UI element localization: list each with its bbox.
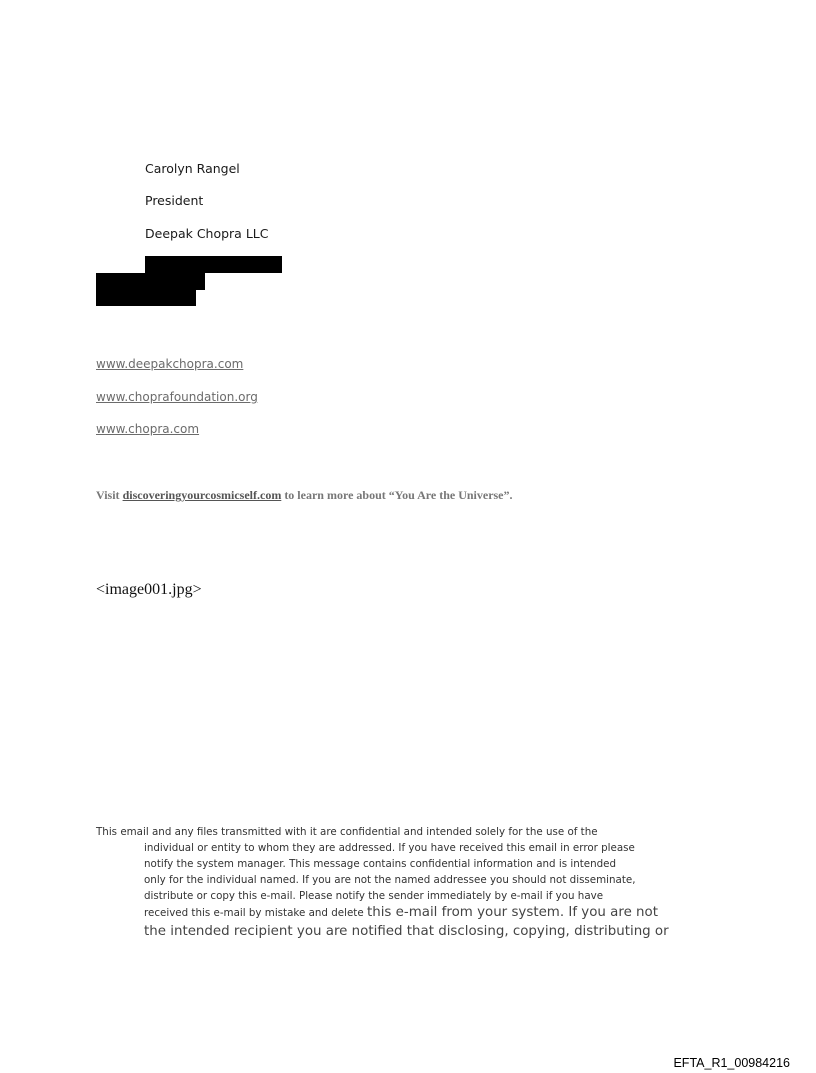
disclaimer-line: the intended recipient you are notified that disclosing, copying, distributing or (144, 924, 669, 939)
website-link-deepakchopra[interactable]: www.deepakchopra.com (96, 357, 244, 371)
disclaimer-line: notify the system manager. This message contains confidential information and is intended (144, 858, 617, 870)
disclaimer-line-mixed (96, 904, 686, 922)
redaction-bar (96, 290, 196, 306)
promo-link[interactable]: discoveringyourcosmicself.com (122, 488, 282, 502)
signature-name: Carolyn Rangel (145, 161, 240, 176)
disclaimer-line: individual or entity to whom they are addressed. If you have received this email in error please (144, 842, 635, 854)
promo-line (96, 488, 513, 503)
disclaimer-fragment-small: received this e-mail by mistake and delete (144, 907, 367, 919)
disclaimer-line: This email and any files transmitted with it are confidential and intended solely for the use of the (96, 826, 598, 838)
signature-title: President (145, 193, 204, 208)
document-id: EFTA_R1_00984216 (673, 1056, 790, 1070)
promo-prefix: Visit (96, 488, 123, 502)
attachment-placeholder: <image001.jpg> (96, 581, 202, 598)
signature-company: Deepak Chopra LLC (145, 226, 269, 241)
promo-suffix: to learn more about “You Are the Universe”. (281, 488, 513, 502)
redaction-bar (145, 256, 282, 273)
disclaimer-line: distribute or copy this e-mail. Please notify the sender immediately by e-mail if you have (144, 890, 604, 902)
redaction-bar (96, 273, 205, 290)
disclaimer-fragment-large: this e-mail from your system. If you are not (366, 905, 658, 920)
website-link-choprafoundation[interactable]: www.choprafoundation.org (96, 390, 258, 404)
disclaimer-line: only for the individual named. If you are not the named addressee you should not disseminate, (144, 874, 636, 886)
website-link-chopra[interactable]: www.chopra.com (96, 422, 200, 436)
confidentiality-disclaimer (96, 824, 686, 942)
